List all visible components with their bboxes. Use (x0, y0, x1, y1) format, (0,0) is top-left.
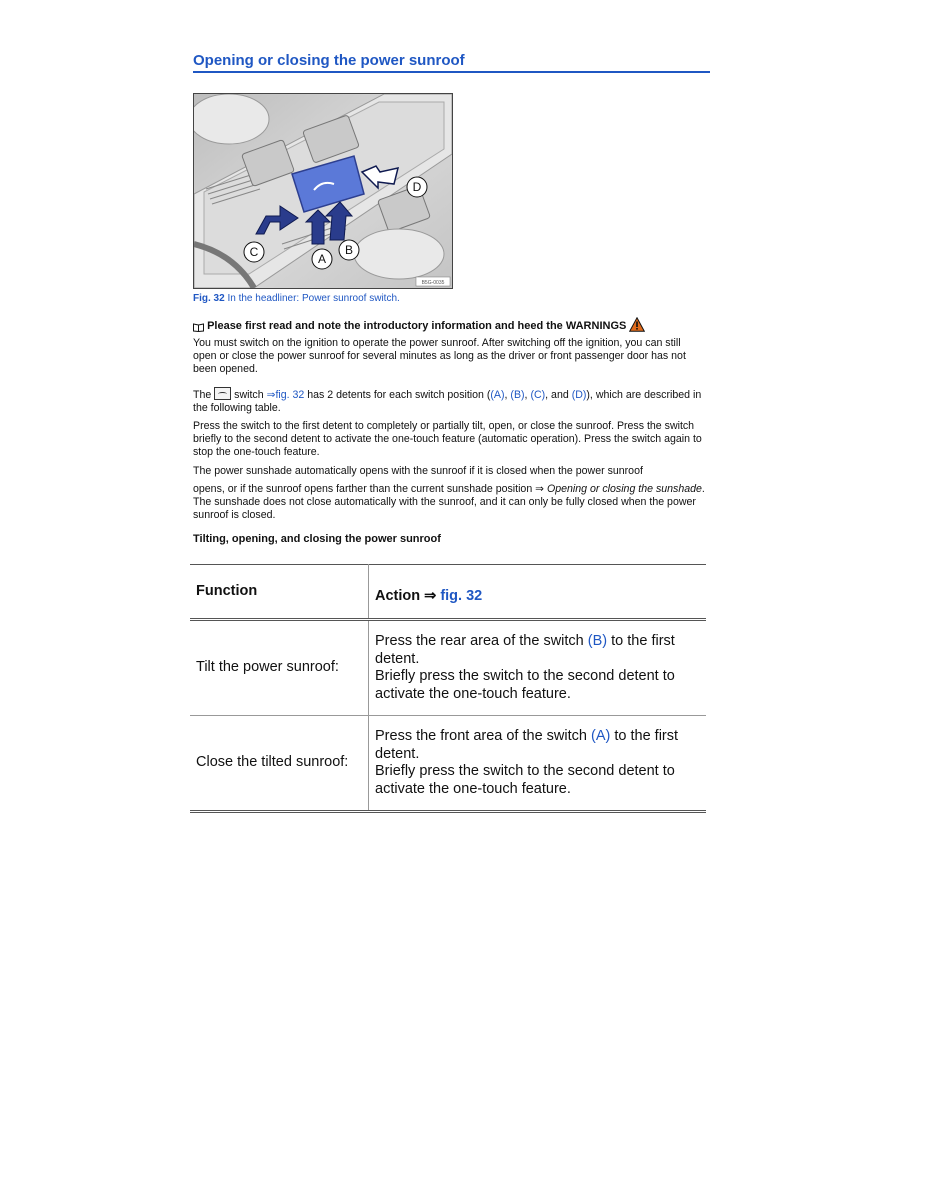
figure-label-b: B (344, 243, 354, 257)
table-title: Tilting, opening, and closing the power sunroof (193, 533, 441, 545)
row-action-text-b: to the first detent. (375, 728, 679, 762)
table-row (190, 716, 706, 812)
row-action-text-a: Press the rear area of the switch (375, 633, 584, 649)
figure-label-d: D (412, 180, 422, 194)
sunroof-switch-figure (193, 93, 453, 289)
position-b-link[interactable]: (B) (510, 389, 525, 401)
warning-triangle-icon[interactable] (629, 320, 645, 332)
sunroof-switch-icon (214, 387, 231, 400)
position-b-link[interactable]: (B) (587, 633, 608, 649)
paragraph-detents: The switch ⇒fig. 32 has 2 detents for each switch position ((A), (B), (C), and (D)), which are described in the following table. (193, 389, 702, 414)
position-c-link[interactable]: (C) (530, 389, 546, 401)
fig-32-link[interactable]: ⇒fig. 32 (266, 389, 305, 401)
row-action-text-b: to the first detent. (375, 633, 675, 667)
table-header-row (190, 565, 706, 620)
row-action-text-a: Press the front area of the switch (375, 728, 587, 744)
figure-caption (193, 293, 400, 304)
caption-fig-number: Fig. 32 (193, 293, 225, 304)
p2-text-c: has 2 detents for each switch position ( (307, 389, 491, 401)
intro-note (193, 317, 645, 332)
paragraph-sunshade-2 (193, 483, 705, 522)
p2-text-a: The (193, 389, 212, 401)
p5-text-b: . The sunshade does not close automatically with the sunroof, and it can only be fully closed when the power sunroof is closed. (193, 483, 705, 521)
row-action-text-c: Briefly press the switch to the second detent to activate the one-touch feature. (375, 668, 675, 702)
figure-code: B5G-0035 (421, 280, 445, 286)
position-d-link[interactable]: (D) (571, 389, 587, 401)
paragraph-detent-operation: Press the switch to the first detent to completely or partially tilt, open, or close the sunroof. Press the switch briefly to the second detent to activate the one-touch feature (automatic operation). Press the switch again to stop the one-touch feature. (193, 420, 702, 458)
function-table (190, 564, 706, 813)
headliner-illustration (194, 94, 452, 288)
intro-text[interactable]: Please first read and note the introductory information and heed the WARNINGS (207, 320, 627, 332)
figure-label-c: C (249, 245, 259, 259)
header-action (369, 565, 707, 620)
position-a-link[interactable]: (A) (490, 389, 505, 401)
row-action (369, 620, 707, 716)
row-action (369, 716, 707, 812)
page-title: Opening or closing the power sunroof (193, 52, 710, 73)
p5-text-a: opens, or if the sunroof opens farther than the current sunshade position ⇒ (193, 483, 545, 495)
table-row (190, 620, 706, 716)
row-action-text-c: Briefly press the switch to the second detent to activate the one-touch feature. (375, 763, 675, 797)
header-action-label: Action ⇒ (375, 587, 437, 604)
p2-text-b: switch (234, 389, 264, 401)
sunshade-section-link[interactable]: Opening or closing the sunshade (547, 483, 702, 495)
row-function: Tilt the power sunroof: (190, 620, 369, 716)
p2-text-d: ), which are described in the following table. (193, 389, 702, 414)
header-fig-link[interactable]: fig. 32 (440, 587, 483, 604)
header-function: Function (190, 565, 369, 620)
position-a-link[interactable]: (A) (591, 728, 611, 744)
p2-and: and (551, 389, 569, 401)
caption-text: In the headliner: Power sunroof switch. (227, 293, 400, 304)
row-function: Close the tilted sunroof: (190, 716, 369, 812)
figure-label-a: A (317, 252, 327, 266)
paragraph-sunshade-1: The power sunshade automatically opens with the sunroof if it is closed when the power sunroof (193, 465, 643, 477)
book-icon (193, 320, 204, 332)
paragraph-ignition: You must switch on the ignition to operate the power sunroof. After switching off the ignition, you can still open or close the power sunroof for several minutes as long as the driver or front passenger door has not been opened. (193, 337, 686, 375)
